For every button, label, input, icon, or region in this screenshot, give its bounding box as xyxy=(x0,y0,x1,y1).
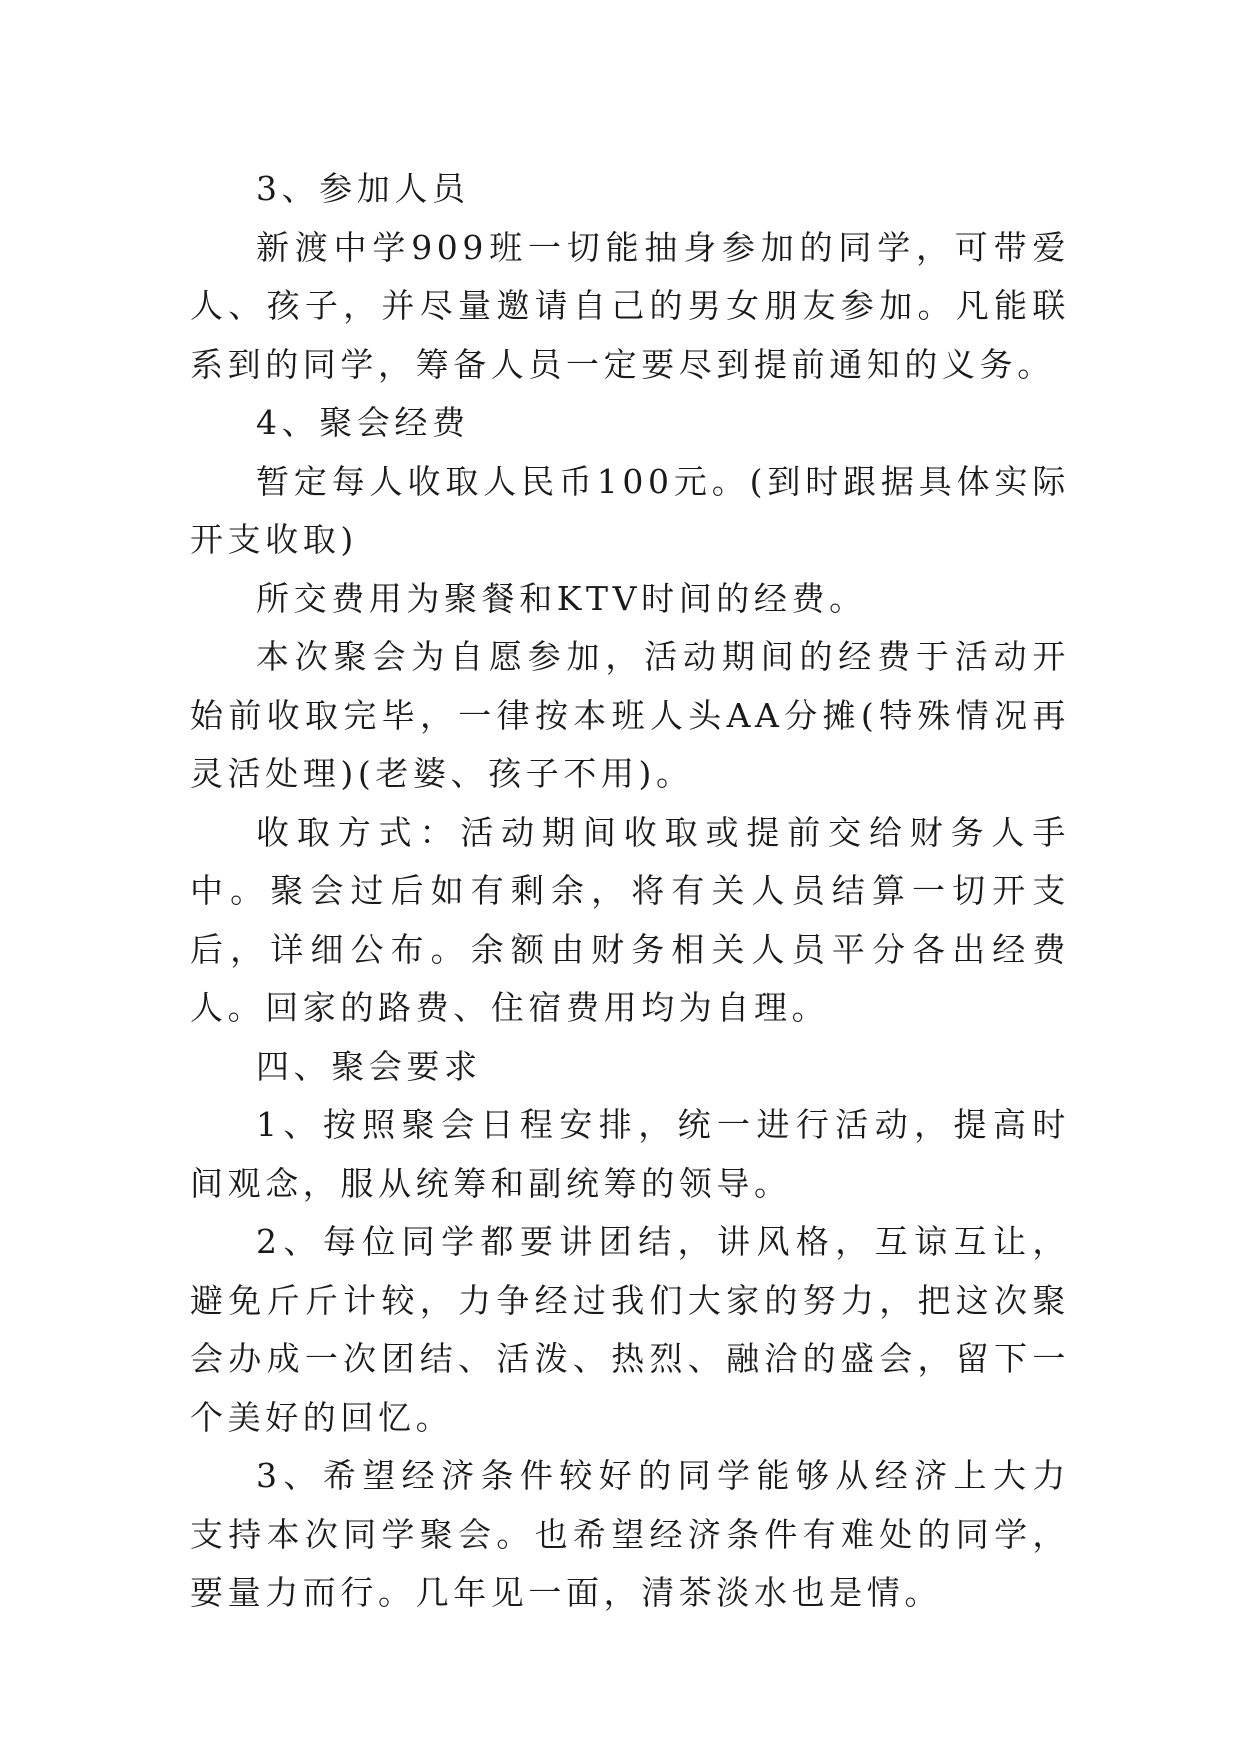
section-heading-requirements: 四、聚会要求 xyxy=(256,1046,482,1086)
paragraph-fee-usage: 所交费用为聚餐和KTV时间的经费。 xyxy=(256,578,867,618)
paragraph-requirement-1: 1、按照聚会日程安排，统一进行活动，提高时间观念，服从统筹和副统筹的领导。 xyxy=(190,1105,1070,1203)
document-body xyxy=(190,160,1070,1623)
paragraph-requirement-3: 3、希望经济条件较好的同学能够从经济上大力支持本次同学聚会。也希望经济条件有难处的同学，要量力而行。几年见一面，清茶淡水也是情。 xyxy=(190,1456,1070,1612)
paragraph-collection-method: 收取方式：活动期间收取或提前交给财务人手中。聚会过后如有剩余，将有关人员结算一切开支后，详细公布。余额由财务相关人员平分各出经费人。回家的路费、住宿费用均为自理。 xyxy=(190,812,1070,1027)
section-heading-participants: 3、参加人员 xyxy=(256,169,470,208)
paragraph-requirement-2: 2、每位同学都要讲团结，讲风格，互谅互让，避免斤斤计较，力争经过我们大家的努力，把这次聚会办成一次团结、活泼、热烈、融洽的盛会，留下一个美好的回忆。 xyxy=(190,1222,1070,1437)
section-heading-fees: 4、聚会经费 xyxy=(256,403,470,442)
paragraph-participants: 新渡中学909班一切能抽身参加的同学，可带爱人、孩子，并尽量邀请自己的男女朋友参加。凡能联系到的同学，筹备人员一定要尽到提前通知的义务。 xyxy=(190,227,1070,384)
paragraph-fee-collection: 本次聚会为自愿参加，活动期间的经费于活动开始前收取完毕，一律按本班人头AA分摊(特殊情况再灵活处理)(老婆、孩子不用)。 xyxy=(190,637,1070,793)
paragraph-fee-amount: 暂定每人收取人民币100元。(到时跟据具体实际开支收取) xyxy=(190,461,1070,559)
